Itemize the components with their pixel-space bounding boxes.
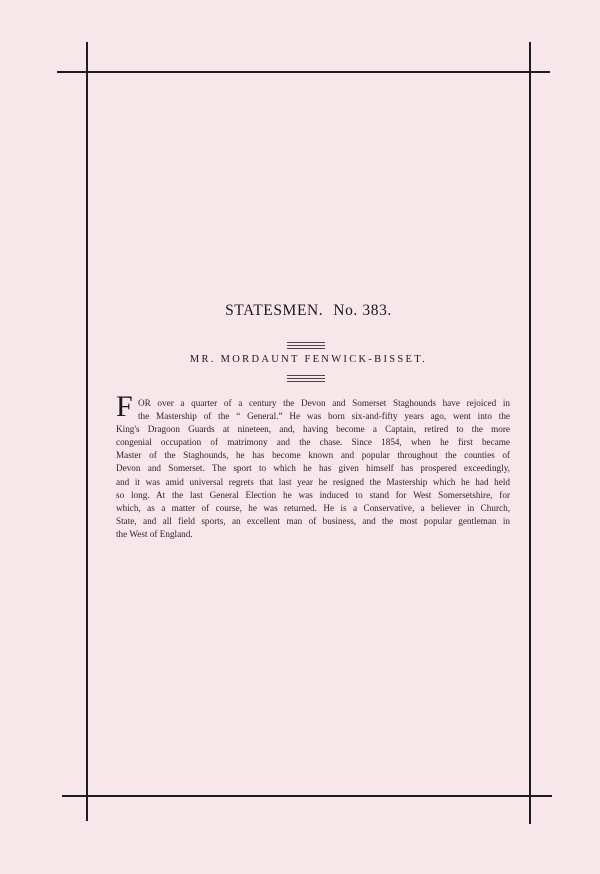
article-line: King's Dragoon Guards at nineteen, and, having become a Captain, retired to the more — [116, 424, 510, 435]
article-line: which, as a matter of course, he was returned. He is a Conservative, a believer in Church, — [116, 502, 510, 513]
article-line: congenial occupation of matrimony and the chase. Since 1854, when he first became — [116, 437, 510, 448]
decorative-rule-upper — [287, 342, 325, 351]
article-line: the West of England. — [116, 528, 193, 539]
article-line: the Mastership of the “ General.” He was born six-and-fifty years ago, went into the — [138, 411, 510, 422]
subject-name: MR. MORDAUNT FENWICK-BISSET. — [189, 354, 428, 365]
article-line: State, and all field sports, an excellent man of business, and the most popular gentleman in — [116, 515, 510, 526]
article-body — [116, 397, 510, 541]
top-border-rule — [57, 71, 550, 73]
bottom-border-rule — [62, 795, 552, 797]
left-border-rule — [86, 42, 88, 821]
series-heading — [88, 302, 529, 320]
article-line: Devon and Somerset. The sport to which he has given himself has prospered exceedingly, — [116, 463, 510, 474]
decorative-rule-lower — [287, 375, 325, 384]
article-line: so long. At the last General Election he was induced to stand for West Somersetshire, for — [116, 489, 510, 500]
series-number: No. 383. — [333, 302, 392, 319]
right-border-rule — [529, 42, 531, 824]
series-title: STATESMEN. — [225, 302, 324, 319]
article-line: and it was amid universal regrets that last year he resigned the Mastership which he had held — [116, 476, 510, 487]
article-line: OR over a quarter of a century the Devon and Somerset Staghounds have rejoiced in — [138, 398, 510, 408]
article-line: Master of the Staghounds, he has become known and popular throughout the counties of — [116, 450, 510, 461]
drop-cap: F — [116, 390, 133, 423]
